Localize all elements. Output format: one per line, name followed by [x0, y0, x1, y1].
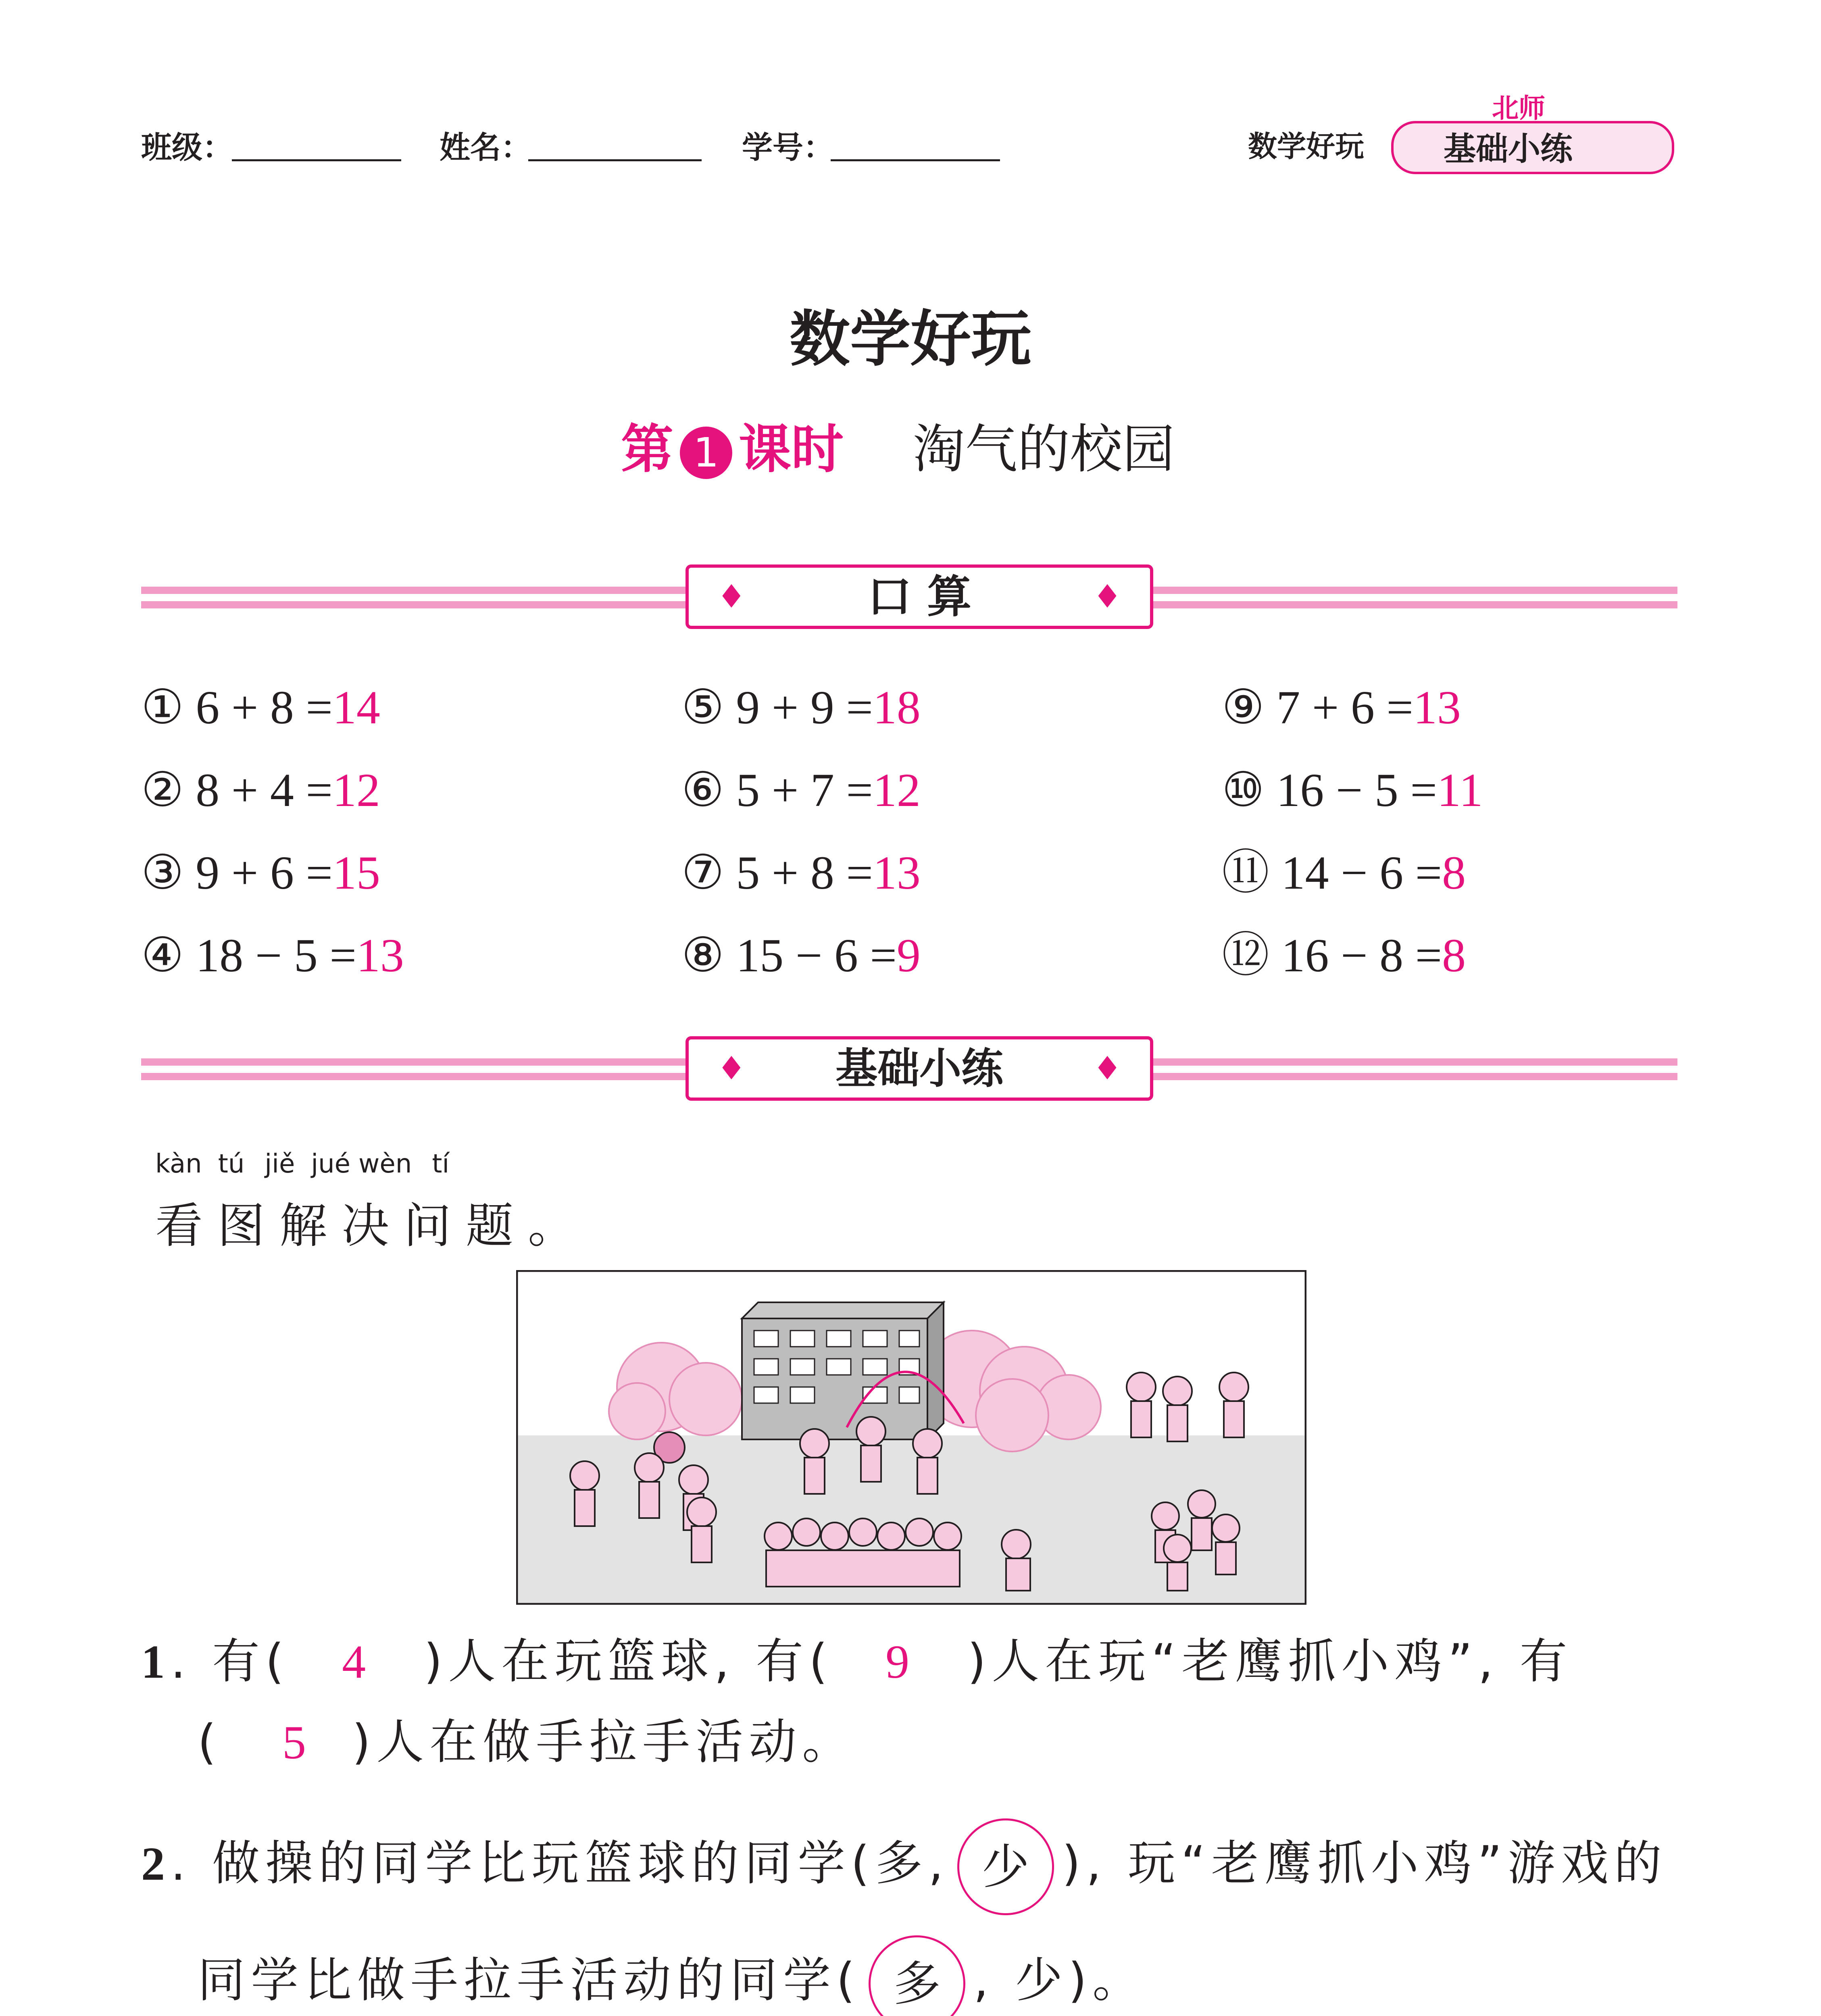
question-2-cont: [198, 1935, 1146, 2016]
calc-number: ⑤: [681, 681, 724, 734]
calc-answer[interactable]: 8: [1442, 929, 1466, 982]
oral-section-header: [685, 564, 1153, 629]
calc-item: [1222, 683, 1461, 732]
calc-number: ⑫: [1222, 929, 1270, 982]
answer-blank[interactable]: 9: [885, 1635, 915, 1688]
lesson-prefix: 第: [621, 419, 674, 480]
calc-item: [141, 931, 404, 980]
calc-answer[interactable]: 13: [873, 846, 921, 899]
question-text: )人在做手拉手活动。: [352, 1714, 856, 1770]
question-text: )人在玩“老鹰抓小鸡”, 有: [967, 1633, 1573, 1689]
pinyin: tú: [218, 1149, 245, 1179]
calc-number: ⑩: [1222, 764, 1265, 816]
series-publisher: 北师: [1492, 93, 1545, 124]
calc-expression: 14 − 6 =: [1281, 846, 1442, 899]
id-label: 学号：: [742, 129, 834, 165]
calc-expression: 7 + 6 =: [1276, 681, 1413, 734]
pinyin: jué: [311, 1149, 351, 1179]
calc-item: [141, 683, 380, 732]
series-name: 基础小练: [1444, 130, 1573, 168]
calc-expression: 5 + 7 =: [736, 764, 873, 816]
diamond-icon: ♦: [717, 578, 746, 615]
calc-item: [681, 931, 921, 980]
calc-number: ②: [141, 764, 184, 816]
pinyin: tí: [432, 1149, 450, 1179]
calc-expression: 9 + 6 =: [196, 846, 333, 899]
calc-number: ③: [141, 846, 184, 899]
oral-section-title: 口 算: [867, 571, 972, 623]
question-text: )人在玩篮球, 有(: [424, 1633, 833, 1689]
lesson-name: 淘气的校园: [913, 419, 1175, 480]
school-building-icon: [742, 1302, 944, 1439]
circled-choice[interactable]: 多: [869, 1935, 965, 2016]
calc-item: [1222, 766, 1483, 814]
calc-answer[interactable]: 12: [873, 764, 921, 816]
calc-number: ⑧: [681, 929, 724, 982]
diamond-icon: ♦: [717, 1050, 746, 1087]
calc-expression: 16 − 5 =: [1276, 764, 1437, 816]
class-blank[interactable]: [232, 159, 401, 161]
calc-item: [1222, 846, 1466, 899]
calc-answer[interactable]: 11: [1437, 764, 1483, 816]
calc-item: [1222, 931, 1466, 980]
name-blank[interactable]: [528, 159, 702, 161]
calc-expression: 8 + 4 =: [196, 764, 333, 816]
calc-expression: 5 + 8 =: [736, 846, 873, 899]
calc-expression: 9 + 9 =: [736, 681, 873, 734]
option-text: 多,: [875, 1835, 949, 1891]
calc-item: [141, 846, 380, 899]
calc-number: ⑥: [681, 764, 724, 816]
page-title: 数学好玩: [789, 304, 1031, 375]
lesson-heading: [621, 407, 1175, 483]
question-text: . 做操的同学比玩篮球的同学(: [171, 1835, 875, 1891]
answer-blank[interactable]: 4: [342, 1635, 372, 1688]
basic-section-header: [685, 1036, 1153, 1101]
calc-answer[interactable]: 13: [1413, 681, 1461, 734]
basic-section-title: 基础小练: [835, 1044, 1003, 1093]
question-2: [141, 1818, 1667, 1915]
name-label: 姓名：: [440, 129, 531, 165]
calc-number: ⑦: [681, 846, 724, 899]
calc-answer[interactable]: 9: [896, 929, 921, 982]
question-number: 2: [141, 1837, 171, 1891]
answer-blank[interactable]: 5: [282, 1716, 312, 1769]
lesson-suffix: 课时: [739, 419, 844, 480]
calc-expression: 18 − 5 =: [196, 929, 356, 982]
calc-expression: 15 − 6 =: [736, 929, 897, 982]
question-text: . 有(: [171, 1633, 290, 1689]
id-blank[interactable]: [831, 159, 1000, 161]
pinyin: kàn: [155, 1149, 202, 1179]
pinyin: wèn: [358, 1149, 412, 1179]
calc-number: ①: [141, 681, 184, 734]
pinyin: jiě: [265, 1149, 295, 1179]
question-1-cont: [198, 1714, 855, 1771]
calc-answer[interactable]: 8: [1442, 846, 1466, 899]
calc-expression: 6 + 8 =: [196, 681, 333, 734]
lesson-number: 1: [680, 427, 732, 479]
calc-answer[interactable]: 13: [356, 929, 404, 982]
option-text: , 少)。: [973, 1952, 1146, 2008]
calc-number: ⑨: [1222, 681, 1265, 734]
class-label: 班级：: [141, 129, 233, 165]
question-text: ), 玩“老鹰抓小鸡”游戏的: [1062, 1835, 1667, 1891]
diamond-icon: ♦: [1093, 578, 1122, 615]
instruction-pinyin: [155, 1149, 449, 1179]
calc-expression: 16 − 8 =: [1281, 929, 1442, 982]
calc-item: [681, 683, 921, 732]
question-text: (: [198, 1714, 222, 1770]
schoolyard-illustration: [516, 1270, 1306, 1605]
calc-answer[interactable]: 12: [332, 764, 380, 816]
calc-answer[interactable]: 14: [332, 681, 380, 734]
calc-number: ⑪: [1222, 846, 1270, 899]
brand-text: 数学好玩: [1248, 129, 1365, 163]
question-1: [141, 1633, 1573, 1690]
question-text: 同学比做手拉手活动的同学(: [198, 1952, 861, 2008]
calc-number: ④: [141, 929, 184, 982]
instruction-text: 看图解决问题。: [155, 1198, 590, 1254]
calc-item: [681, 846, 921, 899]
calc-answer[interactable]: 18: [873, 681, 921, 734]
calc-item: [141, 766, 380, 814]
diamond-icon: ♦: [1093, 1050, 1122, 1087]
calc-answer[interactable]: 15: [332, 846, 380, 899]
circled-choice[interactable]: 少: [957, 1818, 1054, 1915]
question-number: 1: [141, 1635, 171, 1688]
calc-item: [681, 766, 921, 814]
